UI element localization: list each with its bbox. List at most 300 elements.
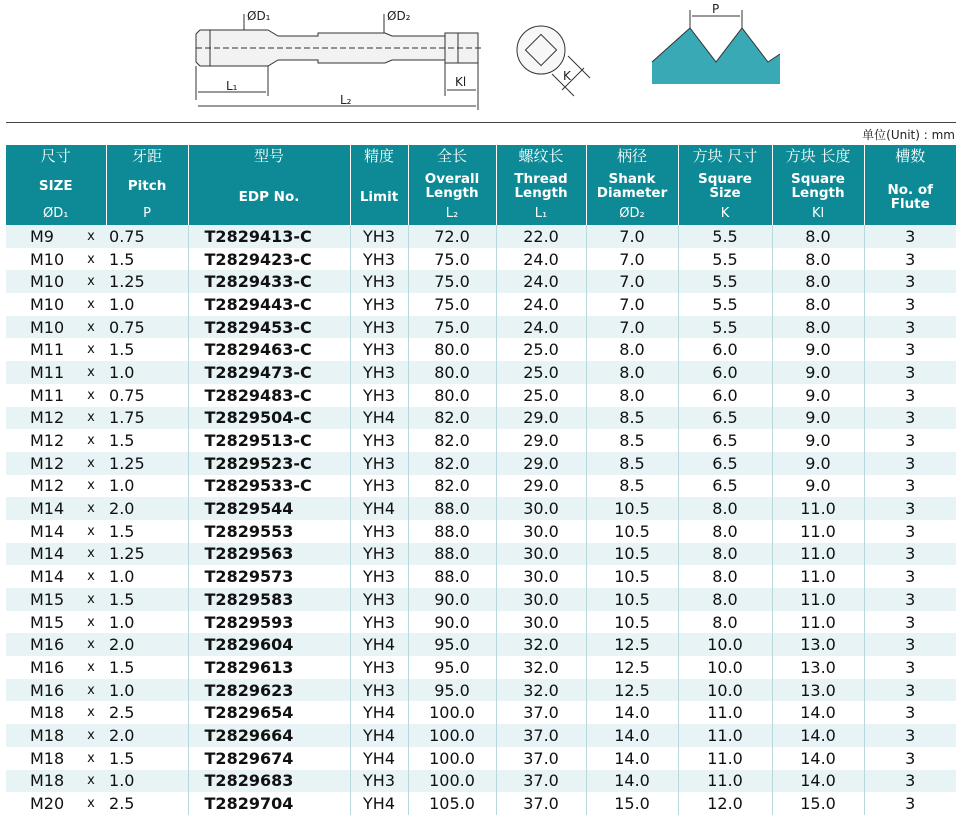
square-size-cell: 6.5 <box>678 452 772 475</box>
square-length-cell: 8.0 <box>772 248 864 271</box>
flute-cell: 3 <box>864 429 956 452</box>
overall-length-cell: 80.0 <box>408 361 496 384</box>
square-size-cell: 12.0 <box>678 792 772 815</box>
square-length-cell: 14.0 <box>772 747 864 770</box>
thread-length-cell: 37.0 <box>496 792 586 815</box>
size-cell: M14 <box>6 565 76 588</box>
table-row <box>6 520 956 543</box>
square-size-cell: 6.5 <box>678 429 772 452</box>
shank-diameter-cell: 8.0 <box>586 338 678 361</box>
pitch-cell: 1.5 <box>106 429 188 452</box>
square-length-cell: 9.0 <box>772 452 864 475</box>
overall-length-cell: 82.0 <box>408 407 496 430</box>
size-cell: M20 <box>6 792 76 815</box>
col-sqsize-sym: K <box>678 203 772 225</box>
overall-length-cell: 100.0 <box>408 747 496 770</box>
square-size-cell: 11.0 <box>678 701 772 724</box>
x-cell: x <box>76 293 106 316</box>
square-size-cell: 8.0 <box>678 588 772 611</box>
l2-label: L₂ <box>340 93 352 107</box>
overall-length-cell: 82.0 <box>408 452 496 475</box>
pitch-cell: 1.5 <box>106 747 188 770</box>
table-row <box>6 565 956 588</box>
overall-length-cell: 95.0 <box>408 656 496 679</box>
thread-length-cell: 30.0 <box>496 588 586 611</box>
pitch-cell: 1.25 <box>106 270 188 293</box>
col-pitch-en: Pitch <box>106 169 188 203</box>
pitch-cell: 1.25 <box>106 543 188 566</box>
shank-diameter-cell: 8.0 <box>586 384 678 407</box>
size-cell: M15 <box>6 611 76 634</box>
shank-diameter-cell: 7.0 <box>586 270 678 293</box>
edp-cell: T2829483-C <box>188 384 350 407</box>
limit-cell: YH3 <box>350 588 408 611</box>
pitch-cell: 1.75 <box>106 407 188 430</box>
x-cell: x <box>76 338 106 361</box>
size-cell: M12 <box>6 452 76 475</box>
table-row <box>6 384 956 407</box>
overall-length-cell: 75.0 <box>408 293 496 316</box>
thread-length-cell: 29.0 <box>496 429 586 452</box>
thread-length-cell: 24.0 <box>496 293 586 316</box>
col-sqlen-en2: Length <box>791 185 845 201</box>
square-size-cell: 10.0 <box>678 679 772 702</box>
edp-cell: T2829674 <box>188 747 350 770</box>
x-cell: x <box>76 316 106 339</box>
flute-cell: 3 <box>864 792 956 815</box>
shank-diameter-cell: 7.0 <box>586 316 678 339</box>
square-size-cell: 5.5 <box>678 293 772 316</box>
thread-length-cell: 29.0 <box>496 407 586 430</box>
square-size-cell: 11.0 <box>678 724 772 747</box>
overall-length-cell: 75.0 <box>408 270 496 293</box>
table-row <box>6 407 956 430</box>
flute-cell: 3 <box>864 588 956 611</box>
limit-cell: YH4 <box>350 747 408 770</box>
shank-diameter-cell: 10.5 <box>586 565 678 588</box>
unit-label: 单位(Unit) : mm <box>862 128 955 142</box>
thread-length-cell: 29.0 <box>496 452 586 475</box>
thread-length-cell: 29.0 <box>496 475 586 498</box>
square-length-cell: 14.0 <box>772 770 864 793</box>
size-cell: M10 <box>6 270 76 293</box>
flute-cell: 3 <box>864 248 956 271</box>
x-cell: x <box>76 565 106 588</box>
shank-diameter-cell: 12.5 <box>586 633 678 656</box>
edp-cell: T2829704 <box>188 792 350 815</box>
thread-length-cell: 30.0 <box>496 497 586 520</box>
edp-cell: T2829433-C <box>188 270 350 293</box>
shank-diameter-cell: 10.5 <box>586 497 678 520</box>
edp-cell: T2829604 <box>188 633 350 656</box>
table-row <box>6 543 956 566</box>
x-cell: x <box>76 384 106 407</box>
square-length-cell: 14.0 <box>772 724 864 747</box>
x-cell: x <box>76 679 106 702</box>
limit-cell: YH3 <box>350 770 408 793</box>
col-overall-en <box>408 169 496 203</box>
square-size-cell: 6.5 <box>678 407 772 430</box>
limit-cell: YH4 <box>350 497 408 520</box>
table-row <box>6 633 956 656</box>
thread-profile <box>652 10 780 84</box>
thread-length-cell: 25.0 <box>496 338 586 361</box>
square-size-cell: 6.0 <box>678 338 772 361</box>
edp-cell: T2829423-C <box>188 248 350 271</box>
limit-cell: YH3 <box>350 338 408 361</box>
limit-cell: YH3 <box>350 316 408 339</box>
shank-diameter-cell: 8.0 <box>586 361 678 384</box>
limit-cell: YH3 <box>350 565 408 588</box>
size-cell: M9 <box>6 225 76 248</box>
x-cell: x <box>76 656 106 679</box>
limit-cell: YH4 <box>350 407 408 430</box>
thread-length-cell: 24.0 <box>496 316 586 339</box>
limit-cell: YH3 <box>350 679 408 702</box>
size-cell: M18 <box>6 770 76 793</box>
overall-length-cell: 80.0 <box>408 338 496 361</box>
thread-length-cell: 37.0 <box>496 724 586 747</box>
edp-cell: T2829523-C <box>188 452 350 475</box>
square-length-cell: 11.0 <box>772 520 864 543</box>
overall-length-cell: 95.0 <box>408 679 496 702</box>
x-cell: x <box>76 407 106 430</box>
pitch-cell: 1.0 <box>106 475 188 498</box>
square-size-cell: 8.0 <box>678 497 772 520</box>
size-cell: M12 <box>6 475 76 498</box>
col-shank-en1: Shank <box>608 170 656 187</box>
square-length-cell: 8.0 <box>772 270 864 293</box>
limit-cell: YH4 <box>350 701 408 724</box>
edp-cell: T2829623 <box>188 679 350 702</box>
table-body <box>6 225 956 815</box>
size-cell: M14 <box>6 543 76 566</box>
col-sqsize-en <box>678 169 772 203</box>
edp-cell: T2829593 <box>188 611 350 634</box>
overall-length-cell: 82.0 <box>408 429 496 452</box>
col-edp-en: EDP No. <box>188 169 350 225</box>
table-row <box>6 747 956 770</box>
col-sqlen-sym: Kl <box>772 203 864 225</box>
thread-length-cell: 22.0 <box>496 225 586 248</box>
col-edp-cn: 型号 <box>188 145 350 169</box>
size-cell: M18 <box>6 701 76 724</box>
flute-cell: 3 <box>864 475 956 498</box>
shank-diameter-cell: 7.0 <box>586 293 678 316</box>
flute-cell: 3 <box>864 270 956 293</box>
pitch-cell: 0.75 <box>106 225 188 248</box>
x-cell: x <box>76 520 106 543</box>
thread-length-cell: 24.0 <box>496 270 586 293</box>
limit-cell: YH3 <box>350 520 408 543</box>
x-cell: x <box>76 633 106 656</box>
limit-cell: YH3 <box>350 452 408 475</box>
col-sqlen-en <box>772 169 864 203</box>
x-cell: x <box>76 770 106 793</box>
size-cell: M11 <box>6 338 76 361</box>
square-length-cell: 9.0 <box>772 407 864 430</box>
d2-label: ØD₂ <box>387 9 411 23</box>
square-size-cell: 5.5 <box>678 270 772 293</box>
pitch-cell: 1.0 <box>106 565 188 588</box>
col-flute-en2: Flute <box>890 196 930 212</box>
flute-cell: 3 <box>864 497 956 520</box>
col-shank-sym: ØD₂ <box>586 203 678 225</box>
square-length-cell: 13.0 <box>772 656 864 679</box>
square-size-cell: 8.0 <box>678 520 772 543</box>
size-cell: M12 <box>6 407 76 430</box>
pitch-cell: 0.75 <box>106 384 188 407</box>
limit-cell: YH3 <box>350 543 408 566</box>
limit-cell: YH4 <box>350 633 408 656</box>
size-cell: M16 <box>6 679 76 702</box>
table-row <box>6 270 956 293</box>
pitch-cell: 1.5 <box>106 520 188 543</box>
edp-cell: T2829463-C <box>188 338 350 361</box>
flute-cell: 3 <box>864 384 956 407</box>
pitch-cell: 2.0 <box>106 724 188 747</box>
flute-cell: 3 <box>864 293 956 316</box>
col-size-sym: ØD₁ <box>6 203 106 225</box>
edp-cell: T2829533-C <box>188 475 350 498</box>
col-size-en: SIZE <box>6 169 106 203</box>
shank-diameter-cell: 14.0 <box>586 747 678 770</box>
overall-length-cell: 90.0 <box>408 588 496 611</box>
square-length-cell: 11.0 <box>772 497 864 520</box>
size-cell: M10 <box>6 248 76 271</box>
shank-diameter-cell: 8.5 <box>586 429 678 452</box>
overall-length-cell: 75.0 <box>408 248 496 271</box>
col-sqsize-cn: 方块 尺寸 <box>678 145 772 169</box>
table-row <box>6 293 956 316</box>
edp-cell: T2829544 <box>188 497 350 520</box>
flute-cell: 3 <box>864 656 956 679</box>
limit-cell: YH4 <box>350 724 408 747</box>
flute-cell: 3 <box>864 361 956 384</box>
size-cell: M10 <box>6 293 76 316</box>
x-cell: x <box>76 361 106 384</box>
limit-cell: YH3 <box>350 656 408 679</box>
thread-length-cell: 24.0 <box>496 248 586 271</box>
flute-cell: 3 <box>864 611 956 634</box>
table-row <box>6 475 956 498</box>
overall-length-cell: 82.0 <box>408 475 496 498</box>
flute-cell: 3 <box>864 724 956 747</box>
col-limit-cn: 精度 <box>350 145 408 169</box>
size-cell: M16 <box>6 633 76 656</box>
divider <box>6 122 956 123</box>
x-cell: x <box>76 588 106 611</box>
table-row <box>6 497 956 520</box>
col-overall-sym: L₂ <box>408 203 496 225</box>
edp-cell: T2829613 <box>188 656 350 679</box>
square-length-cell: 11.0 <box>772 543 864 566</box>
size-cell: M14 <box>6 520 76 543</box>
shank-diameter-cell: 10.5 <box>586 520 678 543</box>
limit-cell: YH3 <box>350 429 408 452</box>
shank-diameter-cell: 10.5 <box>586 543 678 566</box>
edp-cell: T2829513-C <box>188 429 350 452</box>
flute-cell: 3 <box>864 543 956 566</box>
edp-cell: T2829504-C <box>188 407 350 430</box>
square-length-cell: 8.0 <box>772 293 864 316</box>
table-header <box>6 145 956 225</box>
edp-cell: T2829413-C <box>188 225 350 248</box>
x-cell: x <box>76 792 106 815</box>
shank-diameter-cell: 8.5 <box>586 407 678 430</box>
kl-label: Kl <box>455 75 467 89</box>
col-limit-en: Limit <box>350 169 408 225</box>
col-sqlen-cn: 方块 长度 <box>772 145 864 169</box>
square-length-cell: 9.0 <box>772 384 864 407</box>
overall-length-cell: 88.0 <box>408 565 496 588</box>
x-cell: x <box>76 497 106 520</box>
shank-diameter-cell: 12.5 <box>586 679 678 702</box>
thread-length-cell: 25.0 <box>496 384 586 407</box>
shank-diameter-cell: 14.0 <box>586 701 678 724</box>
size-cell: M11 <box>6 384 76 407</box>
square-size-cell: 11.0 <box>678 747 772 770</box>
edp-cell: T2829473-C <box>188 361 350 384</box>
size-cell: M14 <box>6 497 76 520</box>
flute-cell: 3 <box>864 452 956 475</box>
limit-cell: YH3 <box>350 293 408 316</box>
edp-cell: T2829563 <box>188 543 350 566</box>
size-cell: M16 <box>6 656 76 679</box>
shank-diameter-cell: 7.0 <box>586 225 678 248</box>
col-overall-cn: 全长 <box>408 145 496 169</box>
edp-cell: T2829664 <box>188 724 350 747</box>
limit-cell: YH3 <box>350 384 408 407</box>
flute-cell: 3 <box>864 747 956 770</box>
flute-cell: 3 <box>864 407 956 430</box>
pitch-cell: 2.0 <box>106 497 188 520</box>
shank-diameter-cell: 15.0 <box>586 792 678 815</box>
pitch-cell: 1.5 <box>106 588 188 611</box>
square-size-cell: 10.0 <box>678 633 772 656</box>
col-shank-en <box>586 169 678 203</box>
d1-label: ØD₁ <box>247 9 271 23</box>
limit-cell: YH3 <box>350 361 408 384</box>
shank-diameter-cell: 8.5 <box>586 452 678 475</box>
col-size-cn: 尺寸 <box>6 145 106 169</box>
square-size-cell: 6.0 <box>678 384 772 407</box>
col-thread-en1: Thread <box>514 170 568 187</box>
size-cell: M12 <box>6 429 76 452</box>
thread-length-cell: 30.0 <box>496 611 586 634</box>
size-cell: M18 <box>6 724 76 747</box>
tap-end-view <box>517 26 590 96</box>
shank-diameter-cell: 7.0 <box>586 248 678 271</box>
overall-length-cell: 100.0 <box>408 770 496 793</box>
size-cell: M15 <box>6 588 76 611</box>
flute-cell: 3 <box>864 225 956 248</box>
overall-length-cell: 100.0 <box>408 701 496 724</box>
pitch-cell: 1.0 <box>106 361 188 384</box>
thread-length-cell: 30.0 <box>496 543 586 566</box>
table-row <box>6 361 956 384</box>
col-overall-en1: Overall <box>424 170 480 187</box>
col-overall-en2: Length <box>425 185 479 201</box>
x-cell: x <box>76 429 106 452</box>
square-length-cell: 13.0 <box>772 633 864 656</box>
tap-spec-table <box>6 145 956 815</box>
col-sqsize-en1: Square <box>698 170 752 187</box>
col-pitch-cn: 牙距 <box>106 145 188 169</box>
thread-length-cell: 32.0 <box>496 656 586 679</box>
pitch-cell: 2.5 <box>106 792 188 815</box>
overall-length-cell: 72.0 <box>408 225 496 248</box>
k-label: K <box>563 69 571 83</box>
overall-length-cell: 75.0 <box>408 316 496 339</box>
x-cell: x <box>76 475 106 498</box>
square-size-cell: 8.0 <box>678 611 772 634</box>
shank-diameter-cell: 12.5 <box>586 656 678 679</box>
col-shank-en2: Diameter <box>596 185 668 201</box>
table-row <box>6 656 956 679</box>
overall-length-cell: 100.0 <box>408 724 496 747</box>
overall-length-cell: 95.0 <box>408 633 496 656</box>
edp-cell: T2829553 <box>188 520 350 543</box>
col-sqlen-en1: Square <box>791 170 845 187</box>
pitch-cell: 1.5 <box>106 338 188 361</box>
edp-cell: T2829573 <box>188 565 350 588</box>
size-cell: M10 <box>6 316 76 339</box>
col-sqsize-en2: Size <box>709 185 741 201</box>
thread-length-cell: 30.0 <box>496 520 586 543</box>
thread-length-cell: 25.0 <box>496 361 586 384</box>
overall-length-cell: 90.0 <box>408 611 496 634</box>
thread-length-cell: 37.0 <box>496 747 586 770</box>
col-flute-en <box>864 169 956 225</box>
square-length-cell: 8.0 <box>772 316 864 339</box>
thread-length-cell: 32.0 <box>496 633 586 656</box>
square-length-cell: 11.0 <box>772 565 864 588</box>
overall-length-cell: 88.0 <box>408 520 496 543</box>
x-cell: x <box>76 543 106 566</box>
table-row <box>6 701 956 724</box>
pitch-cell: 2.5 <box>106 701 188 724</box>
table-row <box>6 225 956 248</box>
col-pitch-sym: P <box>106 203 188 225</box>
square-length-cell: 9.0 <box>772 475 864 498</box>
size-cell: M18 <box>6 747 76 770</box>
col-thread-en2: Length <box>514 185 568 201</box>
square-size-cell: 10.0 <box>678 656 772 679</box>
table-row <box>6 770 956 793</box>
col-thread-cn: 螺纹长 <box>496 145 586 169</box>
x-cell: x <box>76 270 106 293</box>
square-size-cell: 5.5 <box>678 316 772 339</box>
shank-diameter-cell: 10.5 <box>586 611 678 634</box>
limit-cell: YH3 <box>350 270 408 293</box>
square-size-cell: 11.0 <box>678 770 772 793</box>
pitch-cell: 1.0 <box>106 770 188 793</box>
square-size-cell: 8.0 <box>678 565 772 588</box>
table-row <box>6 429 956 452</box>
table-row <box>6 338 956 361</box>
thread-length-cell: 32.0 <box>496 679 586 702</box>
edp-cell: T2829654 <box>188 701 350 724</box>
edp-cell: T2829443-C <box>188 293 350 316</box>
edp-cell: T2829453-C <box>188 316 350 339</box>
shank-diameter-cell: 8.5 <box>586 475 678 498</box>
square-length-cell: 9.0 <box>772 429 864 452</box>
square-length-cell: 9.0 <box>772 338 864 361</box>
square-length-cell: 9.0 <box>772 361 864 384</box>
table-row <box>6 588 956 611</box>
x-cell: x <box>76 724 106 747</box>
